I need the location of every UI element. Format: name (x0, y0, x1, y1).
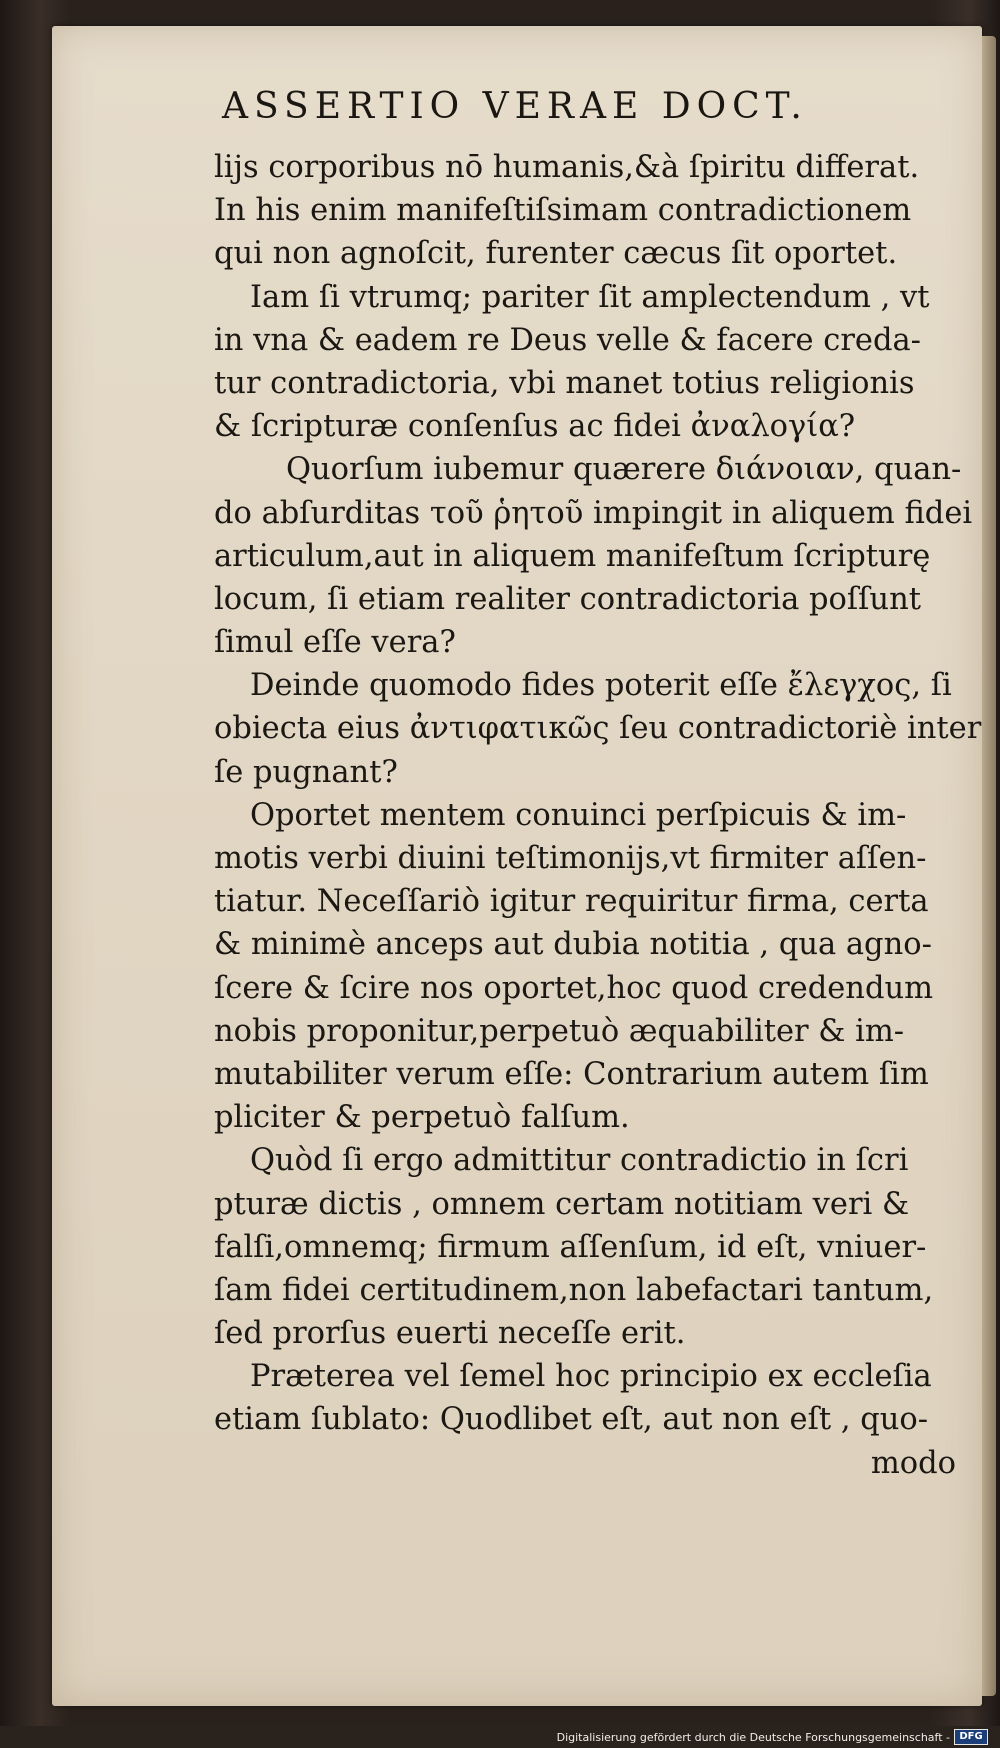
text-line: ſed prorſus euerti neceſſe erit. (214, 1316, 686, 1352)
text-line: etiam ſublato: Quodlibet eſt, aut non eſt , quo- (214, 1402, 929, 1438)
text-line: motis verbi diuini teſtimonijs,vt firmiter aſſen- (214, 841, 927, 876)
text-line: locum, ſi etiam realiter contradictoria poſſunt (214, 581, 921, 617)
text-line: in vna & eadem re Deus velle & facere creda- (214, 322, 921, 358)
text-line: Quorſum iubemur quærere διάνοιαν, quan- (286, 452, 962, 488)
text-line: Quòd ſi ergo admittitur contradictio in ſcri (250, 1143, 909, 1179)
text-line: Præterea vel ſemel hoc principio ex eccleſia (250, 1359, 932, 1395)
text-line: pturæ dictis , omnem certam notitiam veri & (214, 1186, 910, 1222)
book-page (52, 26, 982, 1706)
dfg-logo-icon: DFG (954, 1729, 988, 1745)
text-line: ſimul eſſe vera? (214, 625, 456, 661)
text-line: & ſcripturæ conſenſus ac fidei ἀναλογία? (214, 409, 856, 445)
text-line: nobis proponitur,perpetuò æquabiliter & im- (214, 1013, 905, 1049)
text-line: lijs corporibus nō humanis,&à ſpiritu differat. (214, 150, 920, 185)
body-text (214, 146, 984, 1485)
text-line: ſe pugnant? (214, 754, 398, 790)
digitization-credit: Digitalisierung gefördert durch die Deutsche Forschungsgemeinschaft - (556, 1731, 950, 1744)
text-line: & minimè anceps aut dubia notitia , qua agno- (214, 927, 932, 963)
text-line: In his enim manifeſtiſsimam contradictionem (214, 193, 912, 229)
text-line: falſi,omnemq; firmum aſſenſum, id eſt, vniuer- (214, 1229, 927, 1265)
text-line: Deinde quomodo fides poterit eſſe ἔλεγχος, ſi (250, 668, 952, 704)
text-line: Iam ſi vtrumq; pariter ſit amplectendum , vt (250, 279, 930, 315)
text-line: tiatur. Neceſſariò igitur requiritur firma, certa (214, 884, 929, 920)
text-line: pliciter & perpetuò falſum. (214, 1100, 630, 1136)
text-line: Oportet mentem conuinci perſpicuis & im- (250, 797, 907, 833)
text-line: ſcere & ſcire nos oportet,hoc quod credendum (214, 970, 934, 1006)
text-line: qui non agnoſcit, furenter cæcus ſit oportet. (214, 236, 898, 272)
running-head: ASSERTIO VERAE DOCT. (222, 86, 808, 127)
text-line: obiecta eius ἀντιφατικῶς ſeu contradictoriè inter (214, 711, 982, 747)
text-line: articulum,aut in aliquem manifeſtum ſcripturę (214, 538, 931, 574)
text-line: tur contradictoria, vbi manet totius religionis (214, 365, 915, 401)
text-line: do abſurditas τοῦ ῥητοῦ impingit in aliquem fidei (214, 495, 973, 531)
text-line: ſam fidei certitudinem,non labefactari tantum, (214, 1272, 934, 1308)
catchword: modo (870, 1445, 956, 1481)
text-line: mutabiliter verum eſſe: Contrarium autem ſim (214, 1056, 929, 1092)
